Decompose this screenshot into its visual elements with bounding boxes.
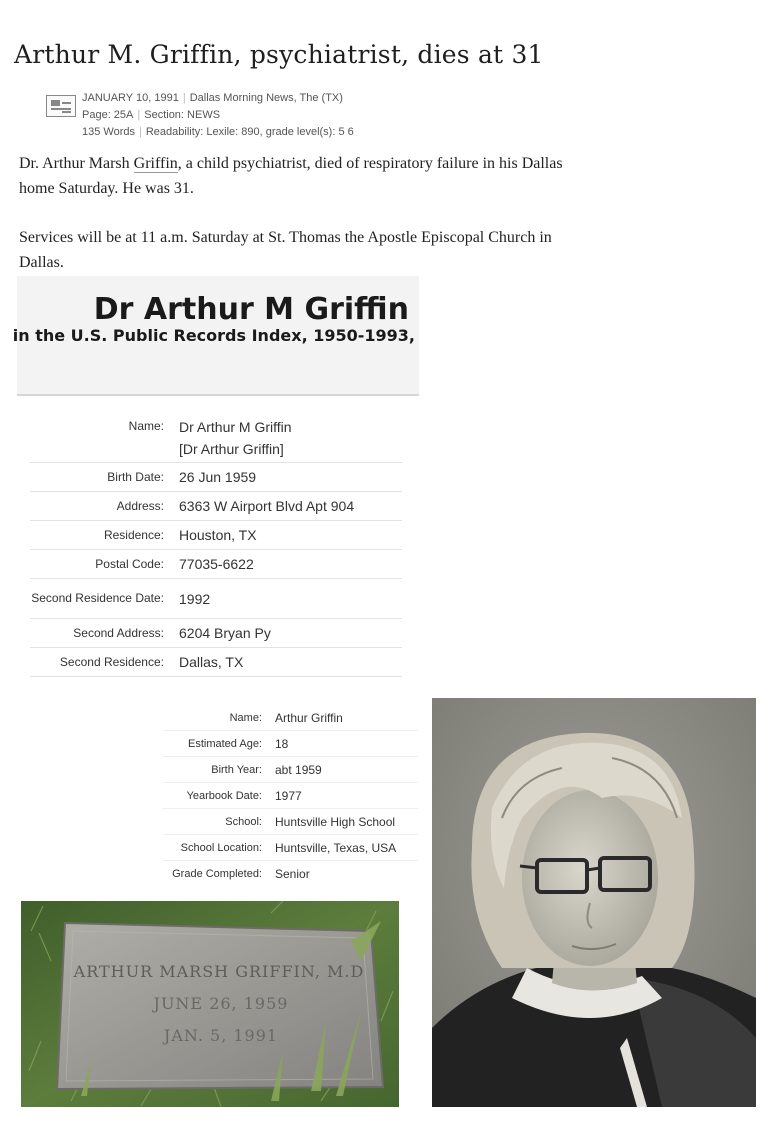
record-row-residence — [30, 521, 402, 550]
article-meta-line-1: JANUARY 10, 1991 | Dallas Morning News, The (TX) — [82, 92, 343, 104]
record-table — [30, 410, 402, 677]
yearbook-value: Senior — [275, 866, 310, 881]
search-highlight: Griffin — [133, 155, 178, 172]
record-row-address — [30, 492, 402, 521]
article-section: Section: NEWS — [144, 109, 221, 121]
yearbook-value: Huntsville, Texas, USA — [275, 840, 397, 855]
record-row-postal-code — [30, 550, 402, 579]
record-value-line: [Dr Arthur Griffin] — [179, 441, 284, 457]
record-row-second-address — [30, 619, 402, 648]
yearbook-row-date — [163, 783, 418, 809]
record-label: Residence: — [103, 528, 164, 542]
record-row-second-residence-date — [30, 579, 402, 619]
paragraph-text: , a child psychiatrist, died of respiratory failure in his Dallas home Saturday. He was 31. — [19, 155, 563, 197]
article-paragraph-2: Services will be at 11 a.m. Saturday at St. Thomas the Apostle Episcopal Church in Dallas. — [19, 229, 552, 271]
record-label: Second Residence Date: — [31, 591, 164, 605]
record-row-name — [30, 410, 402, 463]
yearbook-row-grade — [163, 861, 418, 886]
record-row-birth-date — [30, 463, 402, 492]
yearbook-value: abt 1959 — [275, 762, 322, 777]
record-value: 6363 W Airport Blvd Apt 904 — [179, 498, 355, 514]
record-source: in the U.S. Public Records Index, 1950-1993, — [12, 326, 415, 345]
record-value: 1992 — [179, 590, 211, 607]
yearbook-value: 1977 — [275, 788, 302, 803]
newspaper-icon — [46, 95, 76, 117]
article-paragraph-1 — [19, 151, 579, 201]
yearbook-portrait-photo — [432, 698, 756, 1107]
yearbook-value: 18 — [275, 736, 289, 751]
record-value: 77035-6622 — [179, 556, 254, 572]
yearbook-label: School Location: — [180, 841, 262, 854]
article-words: 135 Words — [82, 126, 135, 138]
record-value: 6204 Bryan Py — [179, 625, 271, 641]
yearbook-label: Birth Year: — [211, 763, 262, 776]
article-publication[interactable]: Dallas Morning News, The (TX) — [189, 92, 343, 104]
record-label: Birth Date: — [107, 470, 164, 484]
yearbook-label: School: — [225, 815, 262, 828]
article-date: JANUARY 10, 1991 — [82, 92, 179, 104]
record-value: Houston, TX — [179, 527, 257, 543]
gravestone-line-1: ARTHUR MARSH GRIFFIN, M.D — [73, 962, 365, 981]
yearbook-row-name — [163, 705, 418, 731]
gravestone-line-3: JAN. 5, 1991 — [163, 1026, 279, 1045]
record-header — [12, 276, 419, 396]
article-readability: Readability: Lexile: 890, grade level(s): 5 6 — [145, 126, 354, 138]
record-title: Dr Arthur M Griffin — [93, 292, 409, 327]
yearbook-label: Yearbook Date: — [186, 789, 262, 802]
yearbook-label: Grade Completed: — [172, 867, 262, 880]
record-label: Name: — [128, 419, 164, 433]
record-row-second-residence — [30, 648, 402, 677]
gravestone-line-2: JUNE 26, 1959 — [153, 994, 289, 1013]
article-page: Page: 25A — [82, 109, 134, 121]
gravestone-photo — [21, 901, 399, 1107]
yearbook-label: Name: — [229, 711, 262, 724]
yearbook-row-birth-year — [163, 757, 418, 783]
record-value — [179, 416, 402, 460]
yearbook-row-school — [163, 809, 418, 835]
yearbook-label: Estimated Age: — [188, 737, 262, 750]
record-value-line: Dr Arthur M Griffin — [179, 419, 292, 435]
article-meta-line-3: 135 Words | Readability: Lexile: 890, grade level(s): 5 6 — [82, 126, 354, 138]
record-value: Dallas, TX — [179, 654, 244, 670]
yearbook-value: Arthur Griffin — [275, 710, 343, 725]
yearbook-table — [163, 705, 418, 886]
record-label: Address: — [116, 499, 164, 513]
paragraph-text: Dr. Arthur Marsh — [19, 155, 134, 172]
article-meta-line-2: Page: 25A | Section: NEWS — [82, 109, 221, 121]
yearbook-row-age — [163, 731, 418, 757]
article-headline: Arthur M. Griffin, psychiatrist, dies at 31 — [14, 40, 544, 69]
record-label: Second Address: — [73, 626, 164, 640]
record-label: Second Residence: — [59, 655, 164, 669]
record-value: 26 Jun 1959 — [179, 469, 257, 485]
yearbook-value: Huntsville High School — [275, 814, 396, 829]
yearbook-row-school-location — [163, 835, 418, 861]
record-label: Postal Code: — [95, 557, 164, 571]
